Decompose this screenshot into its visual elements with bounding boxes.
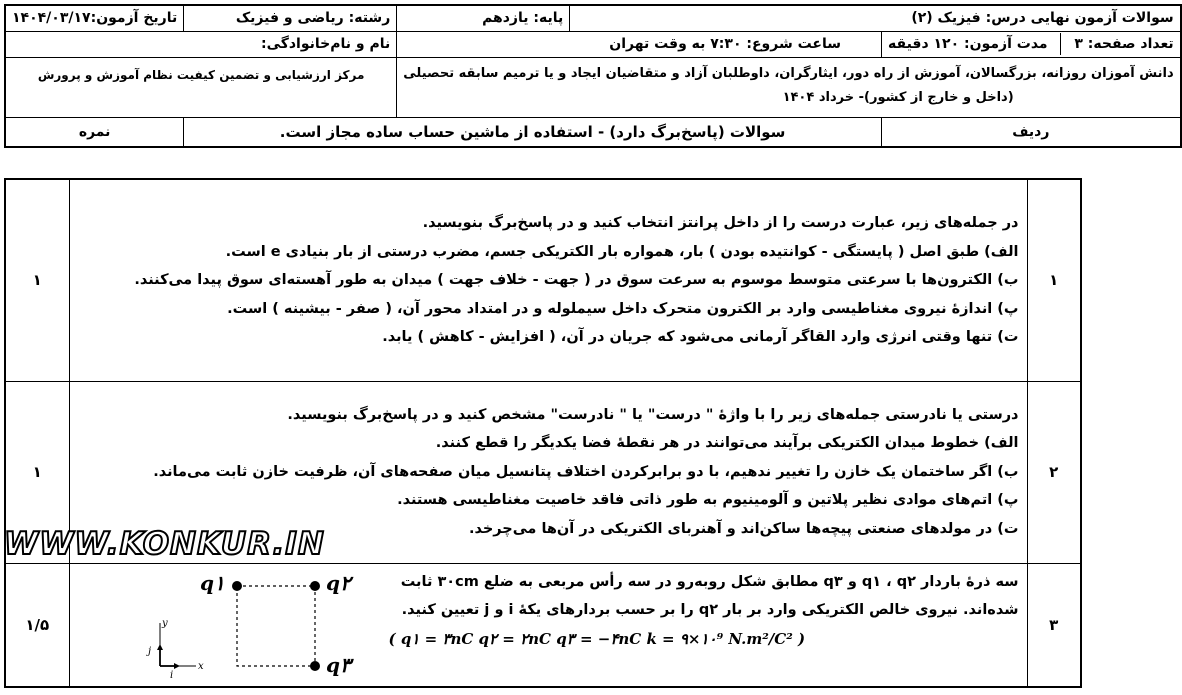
axis-x-label: x	[197, 660, 204, 672]
charge-q2-label: q۲	[325, 570, 351, 595]
name-field-label: نام و نام‌خانوادگی:	[5, 31, 397, 57]
question-score: ۱	[5, 381, 69, 563]
question-body	[69, 563, 1027, 687]
question-line: درستی یا نادرستی جمله‌های زیر را با واژهٔ " درست" یا " نادرست" مشخص کنید و در پاسخ‌برگ بنویسید.	[287, 406, 1019, 423]
exam-date: تاریخ آزمون:۱۴۰۴/۰۳/۱۷	[5, 5, 184, 31]
axis-y-label: y	[161, 617, 168, 629]
audience-line-1: دانش آموزان روزانه، بزرگسالان، آموزش از راه دور، ایثارگران، داوطلبان آزاد و متقاضیان ایجاد و یا ترمیم سابقه تحصیلی	[403, 65, 1174, 81]
question-line: ب) الکترون‌ها با سرعتی متوسط موسوم به سرعت سوق در ( جهت - خلاف جهت ) میدان به طور آهسته‌ای سوق پیدا می‌کنند.	[134, 272, 1019, 288]
question-line: شده‌اند. نیروی خالص الکتریکی وارد بر بار q۲ را بر حسب بردارهای یکهٔ i و j تعیین کنید.	[401, 602, 1019, 618]
grade-label: پایه: یازدهم	[397, 5, 570, 31]
page-count: تعداد صفحه: ۳	[1074, 36, 1174, 52]
questions-table	[4, 178, 1082, 688]
question-body	[69, 179, 1027, 381]
charge-square-figure	[100, 568, 351, 684]
instructions: سوالات (پاسخ‌برگ دارد) - استفاده از ماشین حساب ساده مجاز است.	[184, 117, 882, 147]
question-row	[5, 179, 1081, 381]
charge-q3-label: q۳	[325, 652, 351, 677]
question-line: ب) اگر ساختمان یک خازن را تغییر ندهیم، با دو برابرکردن اختلاف پتانسیل میان صفحه‌های آن، ظرفیت خازن ثابت می‌ماند.	[153, 463, 1019, 480]
duration-page-count	[882, 31, 1181, 57]
unit-i-label: i	[169, 669, 173, 681]
charge-q1-dot	[232, 581, 242, 591]
charge-q2-dot	[310, 581, 320, 591]
question-score: ۱/۵	[5, 563, 69, 687]
score-column-label: نمره	[5, 117, 184, 147]
question-number: ۳	[1027, 563, 1081, 687]
charge-q3-dot	[310, 661, 320, 671]
question-number: ۲	[1027, 381, 1081, 563]
question-score: ۱	[5, 179, 69, 381]
exam-title: سوالات آزمون نهایی درس: فیزیک (۲)	[570, 5, 1181, 31]
unit-j-label: j	[147, 645, 151, 657]
audience-info	[397, 57, 1181, 117]
duration: مدت آزمون: ۱۲۰ دقیقه	[888, 36, 1048, 52]
question-line: در جمله‌های زیر، عبارت درست را از داخل پرانتز انتخاب کنید و در پاسخ‌برگ بنویسید.	[422, 215, 1019, 231]
square-outline	[237, 586, 315, 666]
charge-q1-label: q۱	[199, 570, 225, 595]
watermark-logo: WWW.KONKUR.IN	[4, 526, 325, 562]
exam-header	[4, 4, 1182, 148]
question-row	[5, 563, 1081, 687]
question-line: الف) طبق اصل ( پایستگی - کوانتیده بودن ) بار، همواره بار الکتریکی جسم، مضرب درستی از بار بنیادی e است.	[225, 243, 1019, 260]
audience-line-2: (داخل و خارج از کشور)- خرداد ۱۴۰۴	[782, 89, 1014, 105]
given-values: ( q۱ = ۳nC q۲ = ۲nC q۳ = −۴nC k = ۹×۱۰⁹ N.m²/C² )	[388, 629, 806, 648]
question-line: پ) اندازهٔ نیروی مغناطیسی وارد بر الکترون متحرک داخل سیملوله و در امتداد محور آن، ( صفر - بیشینه ) است.	[227, 300, 1019, 317]
question-text	[311, 564, 1027, 658]
row-column-label: ردیف	[882, 117, 1181, 147]
axes-icon	[157, 623, 196, 669]
question-line: پ) اتم‌های موادی نظیر پلاتین و آلومینیوم به طور ذاتی فاقد خاصیت مغناطیسی هستند.	[397, 492, 1019, 509]
question-line: الف) خطوط میدان الکتریکی برآیند می‌توانند در هر نقطهٔ فضا یکدیگر را قطع کنند.	[435, 435, 1019, 452]
question-line: ت) تنها وقتی انرژی وارد القاگر آرمانی می‌شود که جریان در آن، ( افزایش - کاهش ) یابد.	[382, 329, 1019, 345]
question-number: ۱	[1027, 179, 1081, 381]
question-line: ت) در مولدهای صنعتی پیچه‌ها ساکن‌اند و آهنربای الکتریکی در آن‌ها می‌چرخد.	[468, 520, 1019, 537]
evaluation-center: مرکز ارزشیابی و تضمین کیفیت نظام آموزش و پرورش	[5, 57, 397, 117]
start-time: ساعت شروع: ۷:۳۰ به وقت تهران	[397, 31, 882, 57]
question-line: سه ذرهٔ باردار q۱ ، q۲ و q۳ مطابق شکل روبه‌رو در سه رأس مربعی به ضلع ۳۰cm ثابت	[400, 573, 1019, 590]
field-label: رشته: ریاضی و فیزیک	[184, 5, 397, 31]
